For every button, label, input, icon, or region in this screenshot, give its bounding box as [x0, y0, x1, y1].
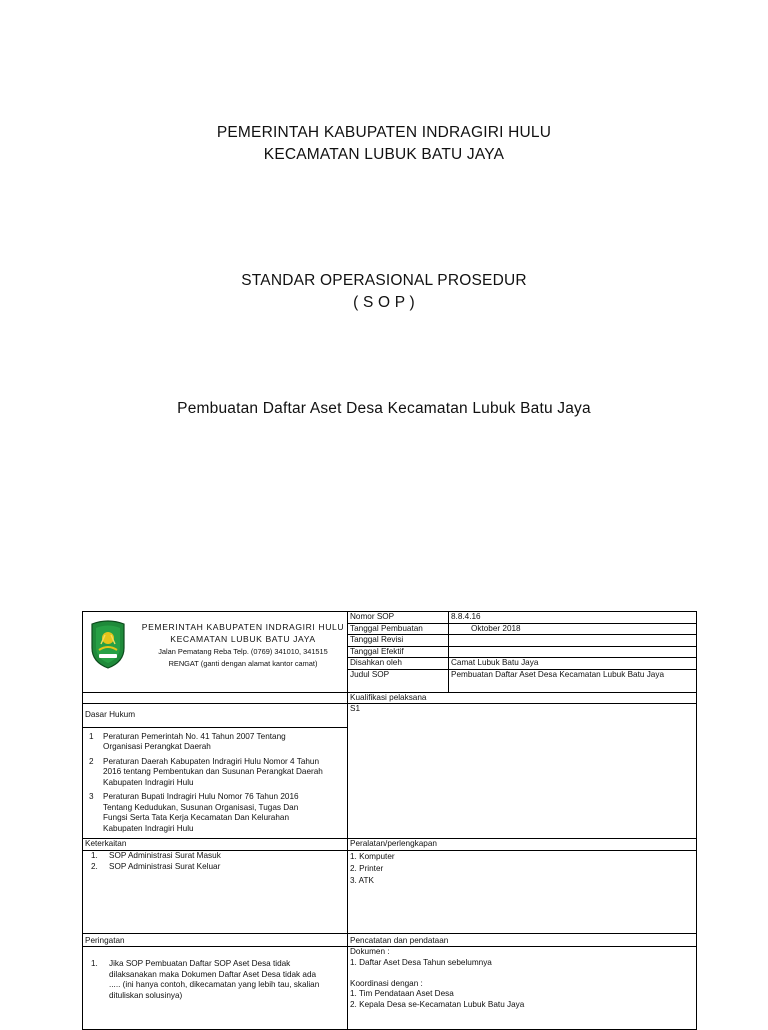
- list-item: [350, 968, 694, 979]
- cover-district-title: KECAMATAN LUBUK BATU JAYA: [263, 146, 505, 163]
- list-item: 1. SOP Administrasi Surat Masuk: [91, 850, 221, 860]
- meta-label: Nomor SOP: [348, 612, 449, 624]
- sop-table: [82, 611, 697, 1030]
- meta-value: Oktober 2018: [449, 623, 697, 635]
- meta-value: [449, 635, 697, 647]
- header-district-name: KECAMATAN LUBUK BATU JAYA: [170, 633, 316, 644]
- list-item: 1. Jika SOP Pembuatan Daftar SOP Aset Desa tidak dilaksanakan maka Dokumen Daftar Aset Desa tidak ada ..... (ini hanya contoh, dikecamatan yang lebih tau, skalian dituliskan solusinya): [91, 959, 320, 1000]
- list-item: 2 Peraturan Daerah Kabupaten Indragiri Hulu Nomor 4 Tahun 2016 tentang Pembentukan dan Susunan Perangkat Daerah Kabupaten Indragiri Hulu: [89, 756, 323, 787]
- peringatan-list: [85, 959, 345, 1001]
- list-item: 3 Peraturan Bupati Indragiri Hulu Nomor 76 Tahun 2016 Tentang Kedudukan, Susunan Organisasi, Tugas Dan Fungsi Serta Tata Kerja Kecamatan Dan Kelurahan Kabupaten Indragiri Hulu: [89, 792, 299, 833]
- header-address-city: RENGAT (ganti dengan alamat kantor camat): [168, 658, 318, 668]
- keterkaitan-label: Keterkaitan: [83, 839, 348, 851]
- dasar-hukum-cell: [83, 704, 348, 839]
- cover-sop-abbrev: ( S O P ): [353, 294, 415, 311]
- header-org-name: PEMERINTAH KABUPATEN INDRAGIRI HULU: [141, 622, 345, 632]
- list-item: 2. Kepala Desa se-Kecamatan Lubuk Batu Jaya: [350, 999, 525, 1009]
- peringatan-label: Peringatan: [83, 933, 348, 947]
- list-item: Dokumen :: [350, 947, 390, 956]
- meta-label: Tanggal Efektif: [348, 646, 449, 658]
- meta-value: 8.8.4.16: [449, 612, 697, 624]
- regency-emblem-icon: [88, 618, 128, 670]
- list-item: 1. Komputer: [350, 851, 395, 861]
- meta-label: Tanggal Pembuatan: [348, 623, 449, 635]
- kualifikasi-value: S1: [348, 704, 697, 839]
- peringatan-cell: [83, 947, 348, 1030]
- pencatatan-cell: [348, 947, 697, 1030]
- list-item: Koordinasi dengan :: [350, 978, 423, 988]
- keterkaitan-list: [85, 851, 345, 873]
- cover-sop-title: STANDAR OPERASIONAL PROSEDUR: [241, 272, 527, 289]
- dasar-hukum-label: Dasar Hukum: [85, 710, 136, 719]
- meta-label: Judul SOP: [348, 669, 449, 692]
- pencatatan-label: Pencatatan dan pendataan: [348, 933, 697, 947]
- kualifikasi-label: Kualifikasi pelaksana: [348, 692, 697, 704]
- keterkaitan-cell: [83, 850, 348, 933]
- list-item: 3. ATK: [350, 875, 374, 885]
- header-address: Jalan Pematang Reba Telp. (0769) 341010, 341515: [158, 647, 328, 656]
- dasar-hukum-list: [83, 732, 347, 835]
- peralatan-label: Peralatan/perlengkapan: [348, 839, 697, 851]
- meta-label: Disahkan oleh: [348, 658, 449, 670]
- list-item: 1 Peraturan Pemerintah No. 41 Tahun 2007 Tentang Organisasi Perangkat Daerah: [89, 731, 286, 751]
- meta-value: Camat Lubuk Batu Jaya: [449, 658, 697, 670]
- list-item: 1. Tim Pendataan Aset Desa: [350, 989, 454, 998]
- list-item: 2. SOP Administrasi Surat Keluar: [91, 862, 221, 871]
- cover-sop-subject: Pembuatan Daftar Aset Desa Kecamatan Lubuk Batu Jaya: [177, 400, 591, 417]
- list-item: 1. Daftar Aset Desa Tahun sebelumnya: [350, 957, 492, 967]
- list-item: 2. Printer: [350, 863, 384, 873]
- meta-value: [449, 646, 697, 658]
- cover-gov-title: PEMERINTAH KABUPATEN INDRAGIRI HULU: [216, 124, 552, 141]
- spacer-cell: [83, 692, 348, 704]
- peralatan-cell: [348, 850, 697, 933]
- header-block: [83, 612, 348, 693]
- meta-value: Pembuatan Daftar Aset Desa Kecamatan Lubuk Batu Jaya: [449, 669, 697, 692]
- meta-label: Tanggal Revisi: [348, 635, 449, 647]
